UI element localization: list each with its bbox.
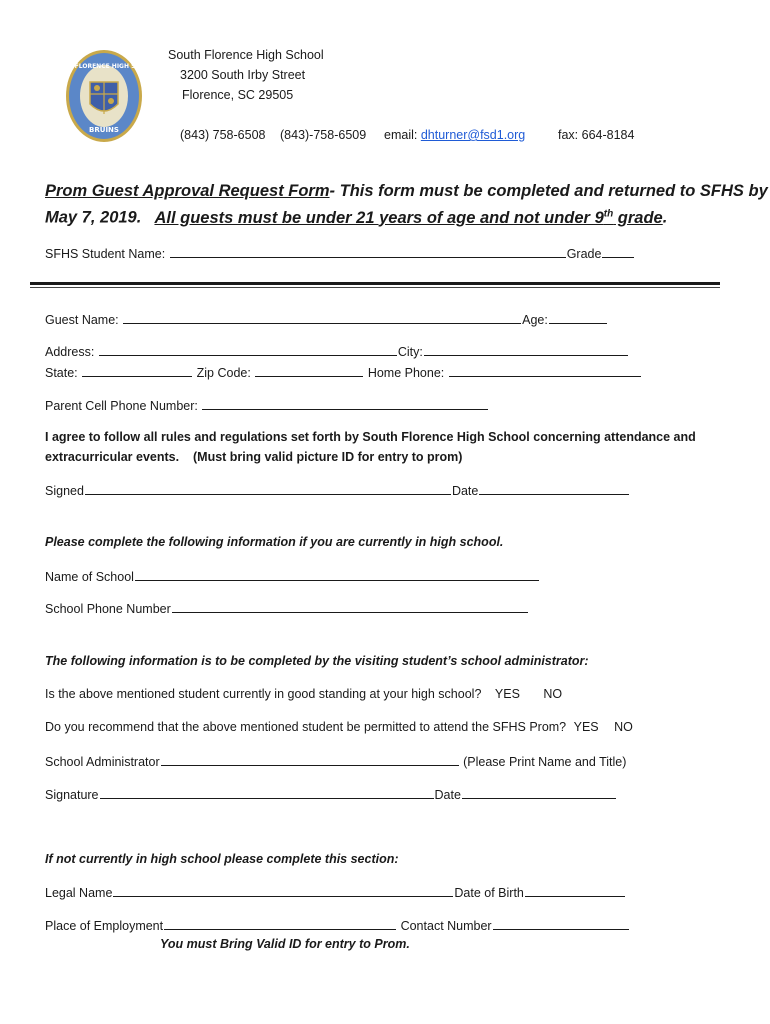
school-name-field[interactable] bbox=[135, 568, 539, 581]
employment-label: Place of Employment bbox=[45, 919, 164, 933]
state-label: State: bbox=[45, 366, 78, 380]
signed-date-label: Date bbox=[451, 484, 479, 498]
form-title-line-2: May 7, 2019. All guests must be under 21 years of age and not under 9th grade. bbox=[45, 208, 668, 227]
administrator-row bbox=[45, 753, 626, 769]
administrator-label: School Administrator bbox=[45, 755, 160, 769]
zip-label: Zip Code: bbox=[196, 366, 251, 380]
deadline-text: May 7, 2019. bbox=[45, 208, 155, 227]
school-seal-logo bbox=[49, 48, 159, 144]
signature-date-label: Date bbox=[434, 788, 461, 802]
agreement-line-2: extracurricular events. (Must bring valid picture ID for entry to prom) bbox=[45, 450, 463, 464]
employment-row bbox=[45, 917, 630, 933]
seal-top-text: SOUTH FLORENCE HIGH SCHOOL bbox=[49, 63, 159, 70]
good-standing-no[interactable]: NO bbox=[543, 687, 563, 701]
seal-bottom-text: BRUINS bbox=[89, 126, 119, 134]
administrator-heading: The following information is to be completed by the visiting student’s school administrator: bbox=[45, 654, 589, 668]
school-name-row bbox=[45, 568, 540, 584]
school-street: 3200 South Irby Street bbox=[180, 68, 306, 82]
school-phone-row bbox=[45, 600, 529, 616]
age-field[interactable] bbox=[549, 311, 607, 324]
home-phone-label: Home Phone: bbox=[367, 366, 445, 380]
signature-field[interactable] bbox=[100, 786, 434, 799]
fax-number: fax: 664-8184 bbox=[558, 128, 635, 142]
contact-number-label: Contact Number bbox=[397, 919, 492, 933]
school-city: Florence, SC 29505 bbox=[182, 88, 294, 102]
section-divider bbox=[30, 282, 720, 285]
signature-date-field[interactable] bbox=[462, 786, 616, 799]
zip-field[interactable] bbox=[255, 364, 363, 377]
school-name-label: Name of School bbox=[45, 570, 134, 584]
home-phone-field[interactable] bbox=[449, 364, 641, 377]
email-link[interactable]: dhturner@fsd1.org bbox=[420, 128, 526, 142]
email-label: email: bbox=[384, 128, 418, 142]
guest-name-field[interactable] bbox=[123, 311, 521, 324]
dob-field[interactable] bbox=[525, 884, 625, 897]
good-standing-yes[interactable]: YES bbox=[494, 687, 520, 701]
phone-number-1: (843) 758-6508 bbox=[180, 128, 266, 142]
form-title-line-1 bbox=[45, 182, 768, 201]
signature-row bbox=[45, 786, 617, 802]
student-name-field[interactable] bbox=[170, 245, 566, 258]
address-field[interactable] bbox=[99, 343, 397, 356]
agreement-line-1: I agree to follow all rules and regulations set forth by South Florence High School concerning attendance and bbox=[45, 430, 696, 444]
age-requirement: All guests must be under 21 years of age and not under 9th grade bbox=[154, 208, 663, 227]
signed-field[interactable] bbox=[85, 482, 451, 495]
school-phone-label: School Phone Number bbox=[45, 602, 171, 616]
state-row bbox=[45, 364, 642, 380]
grade-field[interactable] bbox=[602, 245, 634, 258]
recommend-question: Do you recommend that the above mentioned student be permitted to attend the SFHS Prom? bbox=[45, 720, 567, 734]
address-label: Address: bbox=[45, 345, 95, 359]
grade-label: Grade bbox=[566, 247, 602, 261]
student-name-label: SFHS Student Name: bbox=[45, 247, 166, 261]
footer-note: You must Bring Valid ID for entry to Prom. bbox=[160, 937, 410, 951]
section-divider-shadow bbox=[30, 287, 720, 288]
high-school-heading: Please complete the following information if you are currently in high school. bbox=[45, 535, 504, 549]
signed-row bbox=[45, 482, 630, 498]
recommend-yes[interactable]: YES bbox=[573, 720, 599, 734]
administrator-note: (Please Print Name and Title) bbox=[459, 755, 627, 769]
signed-date-field[interactable] bbox=[479, 482, 629, 495]
parent-cell-row bbox=[45, 397, 489, 413]
parent-cell-field[interactable] bbox=[202, 397, 488, 410]
address-row bbox=[45, 343, 629, 359]
school-phone-field[interactable] bbox=[172, 600, 528, 613]
phone-number-2: (843)-758-6509 bbox=[280, 128, 367, 142]
administrator-field[interactable] bbox=[161, 753, 459, 766]
age-label: Age: bbox=[522, 313, 548, 327]
form-title-instruction: - This form must be completed and returned to SFHS by bbox=[329, 182, 768, 200]
parent-cell-label: Parent Cell Phone Number: bbox=[45, 399, 198, 413]
state-field[interactable] bbox=[82, 364, 192, 377]
employment-field[interactable] bbox=[164, 917, 396, 930]
student-name-row bbox=[45, 245, 635, 261]
signed-label: Signed bbox=[45, 484, 84, 498]
city-field[interactable] bbox=[424, 343, 628, 356]
signature-label: Signature bbox=[45, 788, 99, 802]
legal-name-row bbox=[45, 884, 626, 900]
form-title: Prom Guest Approval Request Form bbox=[45, 182, 330, 200]
school-name: South Florence High School bbox=[168, 48, 324, 62]
contact-number-field[interactable] bbox=[493, 917, 629, 930]
grade-superscript: th bbox=[603, 208, 614, 219]
email-line bbox=[384, 128, 525, 142]
good-standing-question: Is the above mentioned student currently in good standing at your high school? bbox=[45, 687, 482, 701]
guest-name-row bbox=[45, 311, 608, 327]
legal-name-label: Legal Name bbox=[45, 886, 113, 900]
good-standing-row bbox=[45, 687, 562, 701]
recommend-no[interactable]: NO bbox=[614, 720, 633, 734]
city-label: City: bbox=[397, 345, 423, 359]
not-in-school-heading: If not currently in high school please complete this section: bbox=[45, 852, 399, 866]
legal-name-field[interactable] bbox=[113, 884, 453, 897]
dob-label: Date of Birth bbox=[454, 886, 524, 900]
recommend-row bbox=[45, 720, 633, 734]
guest-name-label: Guest Name: bbox=[45, 313, 119, 327]
